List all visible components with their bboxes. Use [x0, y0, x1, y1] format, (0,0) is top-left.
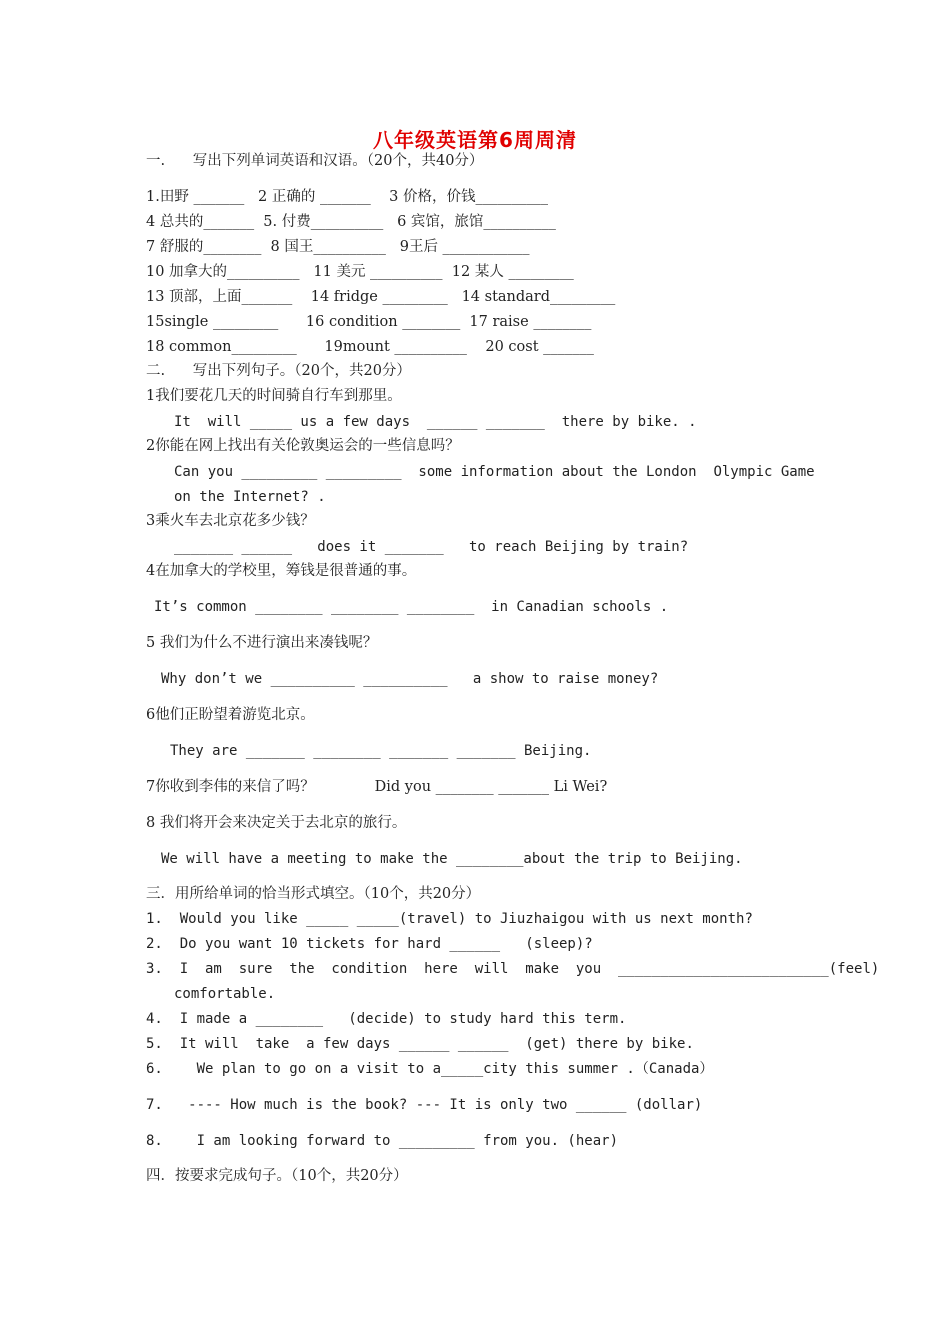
sentence-5-english: Why don’t we __________ __________ a show to raise money?	[161, 671, 659, 687]
sentence-1-chinese: 1我们要花几天的时间骑自行车到那里。	[146, 388, 402, 404]
sentence-2-chinese: 2你能在网上找出有关伦敦奥运会的一些信息吗？	[146, 438, 460, 454]
sentence-6-chinese: 6他们正盼望着游览北京。	[146, 707, 315, 723]
sentence-4-chinese: 4在加拿大的学校里，筹钱是很普通的事。	[146, 563, 417, 579]
section-3-heading: 三．用所给单词的恰当形式填空。（10个，共20分）	[146, 886, 481, 902]
fill-item-7: 7. ---- How much is the book? --- It is only two ______ (dollar)	[146, 1097, 703, 1113]
section-4-heading: 四．按要求完成句子。（10个，共20分）	[146, 1168, 408, 1184]
sentence-4-english: It’s common ________ ________ ________ in Canadian schools .	[154, 599, 669, 615]
fill-item-5: 5. It will take a few days ______ ______ (get) there by bike.	[146, 1036, 694, 1052]
sentence-8-english: We will have a meeting to make the ________about the trip to Beijing.	[161, 851, 743, 867]
sentence-6-english: They are _______ ________ _______ _______ Beijing.	[170, 743, 592, 759]
fill-item-3: 3. I am sure the condition here will make you _________________________(feel)	[146, 961, 880, 977]
vocab-row-5: 13 顶部，上面_______ 14 fridge _________ 14 standard_________	[146, 289, 616, 305]
fill-item-3-cont: comfortable.	[174, 986, 276, 1002]
sentence-3-chinese: 3乘火车去北京花多少钱？	[146, 513, 315, 529]
fill-item-2: 2. Do you want 10 tickets for hard ______ (sleep)?	[146, 936, 593, 952]
section-2-heading: 二. 写出下列句子。（20个，共20分）	[146, 363, 411, 379]
sentence-3-english: _______ ______ does it _______ to reach Beijing by train?	[174, 539, 689, 555]
sentence-2-english-cont: on the Internet? .	[174, 489, 326, 505]
sentence-8-chinese: 8 我们将开会来决定关于去北京的旅行。	[146, 815, 407, 831]
vocab-row-1: 1.田野 _______ 2 正确的 _______ 3 价格，价钱__________	[146, 189, 548, 205]
sentence-7: 7你收到李伟的来信了吗？ Did you ________ _______ Li Wei?	[146, 779, 608, 795]
fill-item-8: 8. I am looking forward to _________ from you. (hear)	[146, 1133, 619, 1149]
vocab-row-7: 18 common_________ 19mount __________ 20 cost _______	[146, 339, 594, 355]
sentence-5-chinese: 5 我们为什么不进行演出来凑钱呢？	[146, 635, 378, 651]
fill-item-6: 6. We plan to go on a visit to a_____city this summer .（Canada）	[146, 1061, 714, 1077]
vocab-row-4: 10 加拿大的__________ 11 美元 __________ 12 某人 _________	[146, 264, 574, 280]
page-title: 八年级英语第6周周清	[373, 128, 577, 152]
section-1-heading: 一. 写出下列单词英语和汉语。（20个，共40分）	[146, 153, 484, 169]
vocab-row-2: 4 总共的_______ 5. 付费__________ 6 宾馆，旅馆__________	[146, 214, 556, 230]
fill-item-4: 4. I made a ________ (decide) to study hard this term.	[146, 1011, 627, 1027]
sentence-2-english: Can you _________ _________ some information about the London Olympic Game	[174, 464, 815, 480]
vocab-row-6: 15single _________ 16 condition ________ 17 raise ________	[146, 314, 592, 330]
vocab-row-3: 7 舒服的________ 8 国王__________ 9王后 ____________	[146, 239, 530, 255]
sentence-1-english: It will _____ us a few days ______ _______ there by bike. .	[174, 414, 697, 430]
fill-item-1: 1. Would you like _____ _____(travel) to Jiuzhaigou with us next month?	[146, 911, 753, 927]
